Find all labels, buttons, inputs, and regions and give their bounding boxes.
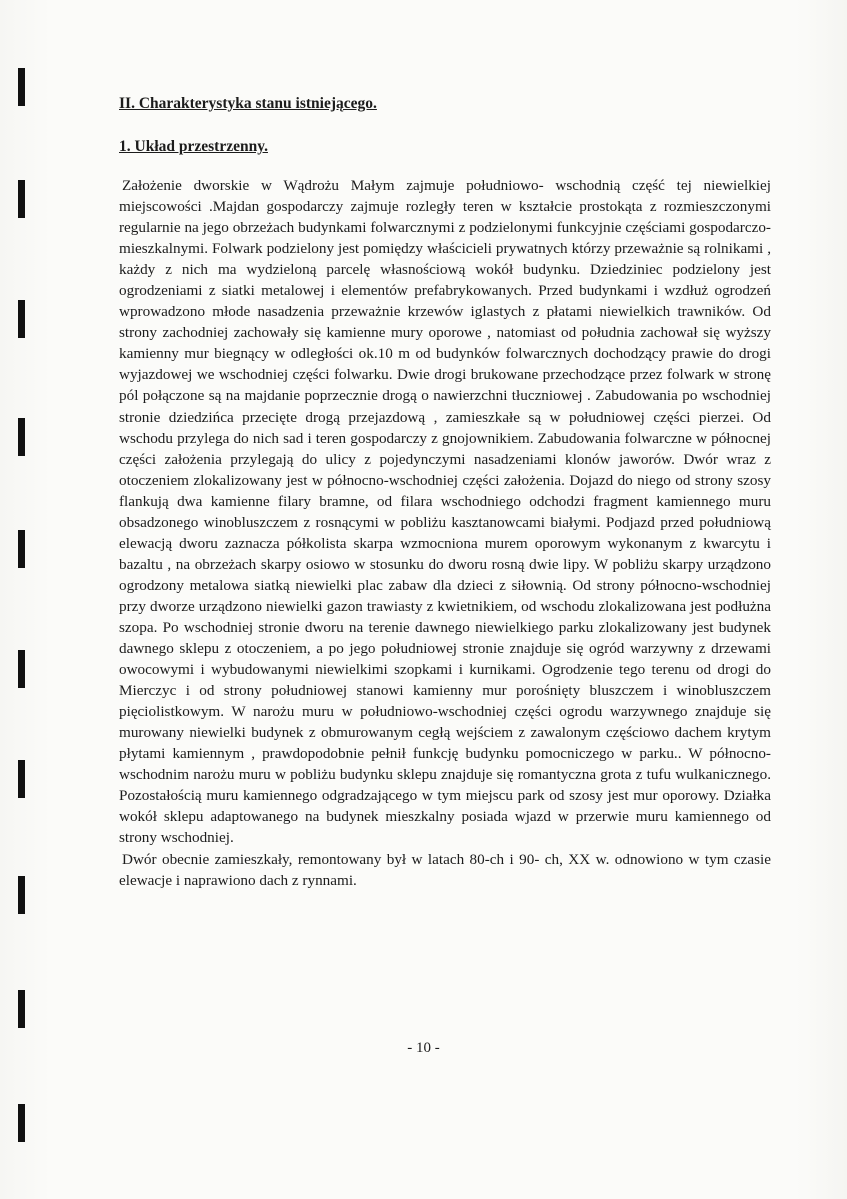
paragraph: Dwór obecnie zamieszkały, remontowany był w latach 80-ch i 90- ch, XX w. odnowiono w tym czasie elewacje i naprawiono dach z rynnami. (119, 850, 771, 889)
binding-mark (18, 180, 25, 218)
binding-mark (18, 760, 25, 798)
subsection-title: 1. Układ przestrzenny. (119, 138, 268, 155)
page-number: - 10 - (407, 1040, 440, 1056)
binding-mark (18, 530, 25, 568)
binding-mark (18, 990, 25, 1028)
binding-mark (18, 418, 25, 456)
document-content (119, 94, 771, 891)
body-text (119, 175, 771, 891)
binding-mark (18, 876, 25, 914)
paragraph: Założenie dworskie w Wądrożu Małym zajmuje południowo- wschodnią część tej niewielkiej miejscowości .Majdan gospodarczy zajmuje rozległy teren w kształcie prostokąta z rozmieszczonymi regularnie na jego obrzeżach budynkami folwarcznymi z podzielonymi funkcyjnie częściami gospodarczo- mieszkalnymi. Folwark podzielony jest pomiędzy właścicieli prywatnych którzy przeważnie są rolnikami , każdy z nich ma wydzieloną parcelę własnościową wokół budynku. Dziedziniec podzielony jest ogrodzeniami z siatki metalowej i elementów prefabrykowanych. Przed budynkami i wzdłuż ogrodzeń wprowadzono młode nasadzenia przeważnie krzewów iglastych z płatami niewielkich trawników. Od strony zachodniej zachowały się kamienne mury oporowe , natomiast od południa zachował się wyższy kamienny mur biegnący w odległości ok.10 m od budynków folwarcznych dochodzący prawie do drogi wyjazdowej we wschodniej części folwarku. Dwie drogi brukowane przechodzące przez folwark w stronę pól połączone są na majdanie poprzecznie drogą o nawierzchni tłuczniowej . Zabudowania po wschodniej stronie dziedzińca przecięte drogą przejazdową , zamieszkałe są w południowej części pierzei. Od wschodu przylega do nich sad i teren gospodarczy z gnojownikiem. Zabudowania folwarczne w północnej części założenia przylegają do ulicy z pojedynczymi nasadzeniami klonów jaworów. Dwór wraz z otoczeniem zlokalizowany jest w północno-wschodniej części założenia. Dojazd do niego od strony szosy flankują dwa kamienne filary bramne, od filara wschodniego odchodzi fragment kamiennego muru obsadzonego winobluszczem z rosnącymi w pobliżu kasztanowcami białymi. Podjazd przed południową elewacją dworu zaznacza półkolista skarpa wzmocniona murem oporowym wykonanym z kwarcytu i bazaltu , na obrzeżach skarpy osiowo w stosunku do dworu rosną dwie lipy. W pobliżu skarpy urządzono ogrodzony metalowa siatką niewielki plac zabaw dla dzieci z siłownią. Od strony północno-wschodniej przy dworze urządzono niewielki gazon trawiasty z kwietnikiem, od wschodu zlokalizowana jest podłużna szopa. Po wschodniej stronie dworu na terenie dawnego niewielkiego parku zlokalizowany jest budynek dawnego sklepu z otoczeniem, a po jego południowej stronie znajduje się ogród warzywny z drzewami owocowymi i wybudowanymi niewielkimi szopkami i kurnikami. Ogrodzenie tego terenu od drogi do Mierczyc i od strony południowej stanowi kamienny mur porośnięty bluszczem i winobluszczem pięciolistkowym. W narożu muru w południowo-wschodniej części ogrodu warzywnego znajduje się murowany niewielki budynek z obmurowanym cegłą wejściem z zawalonym częściowo dachem krytym płytami kamiennym , prawdopodobnie pełnił funkcję budynku pomocniczego w parku.. W północno- wschodnim narożu muru w pobliżu budynku sklepu znajduje się romantyczna grota z tufu wulkanicznego. Pozostałością muru kamiennego odgradzającego w tym miejscu park od szosy jest mur oporowy. Działka wokół sklepu adaptowanego na budynek mieszkalny posiada wjazd w przerwie muru kamiennego od strony wschodniej. (119, 177, 771, 847)
section-title: II. Charakterystyka stanu istniejącego. (119, 95, 377, 112)
binding-mark (18, 1104, 25, 1142)
binding-mark (18, 68, 25, 106)
binding-mark (18, 650, 25, 688)
binding-mark (18, 300, 25, 338)
